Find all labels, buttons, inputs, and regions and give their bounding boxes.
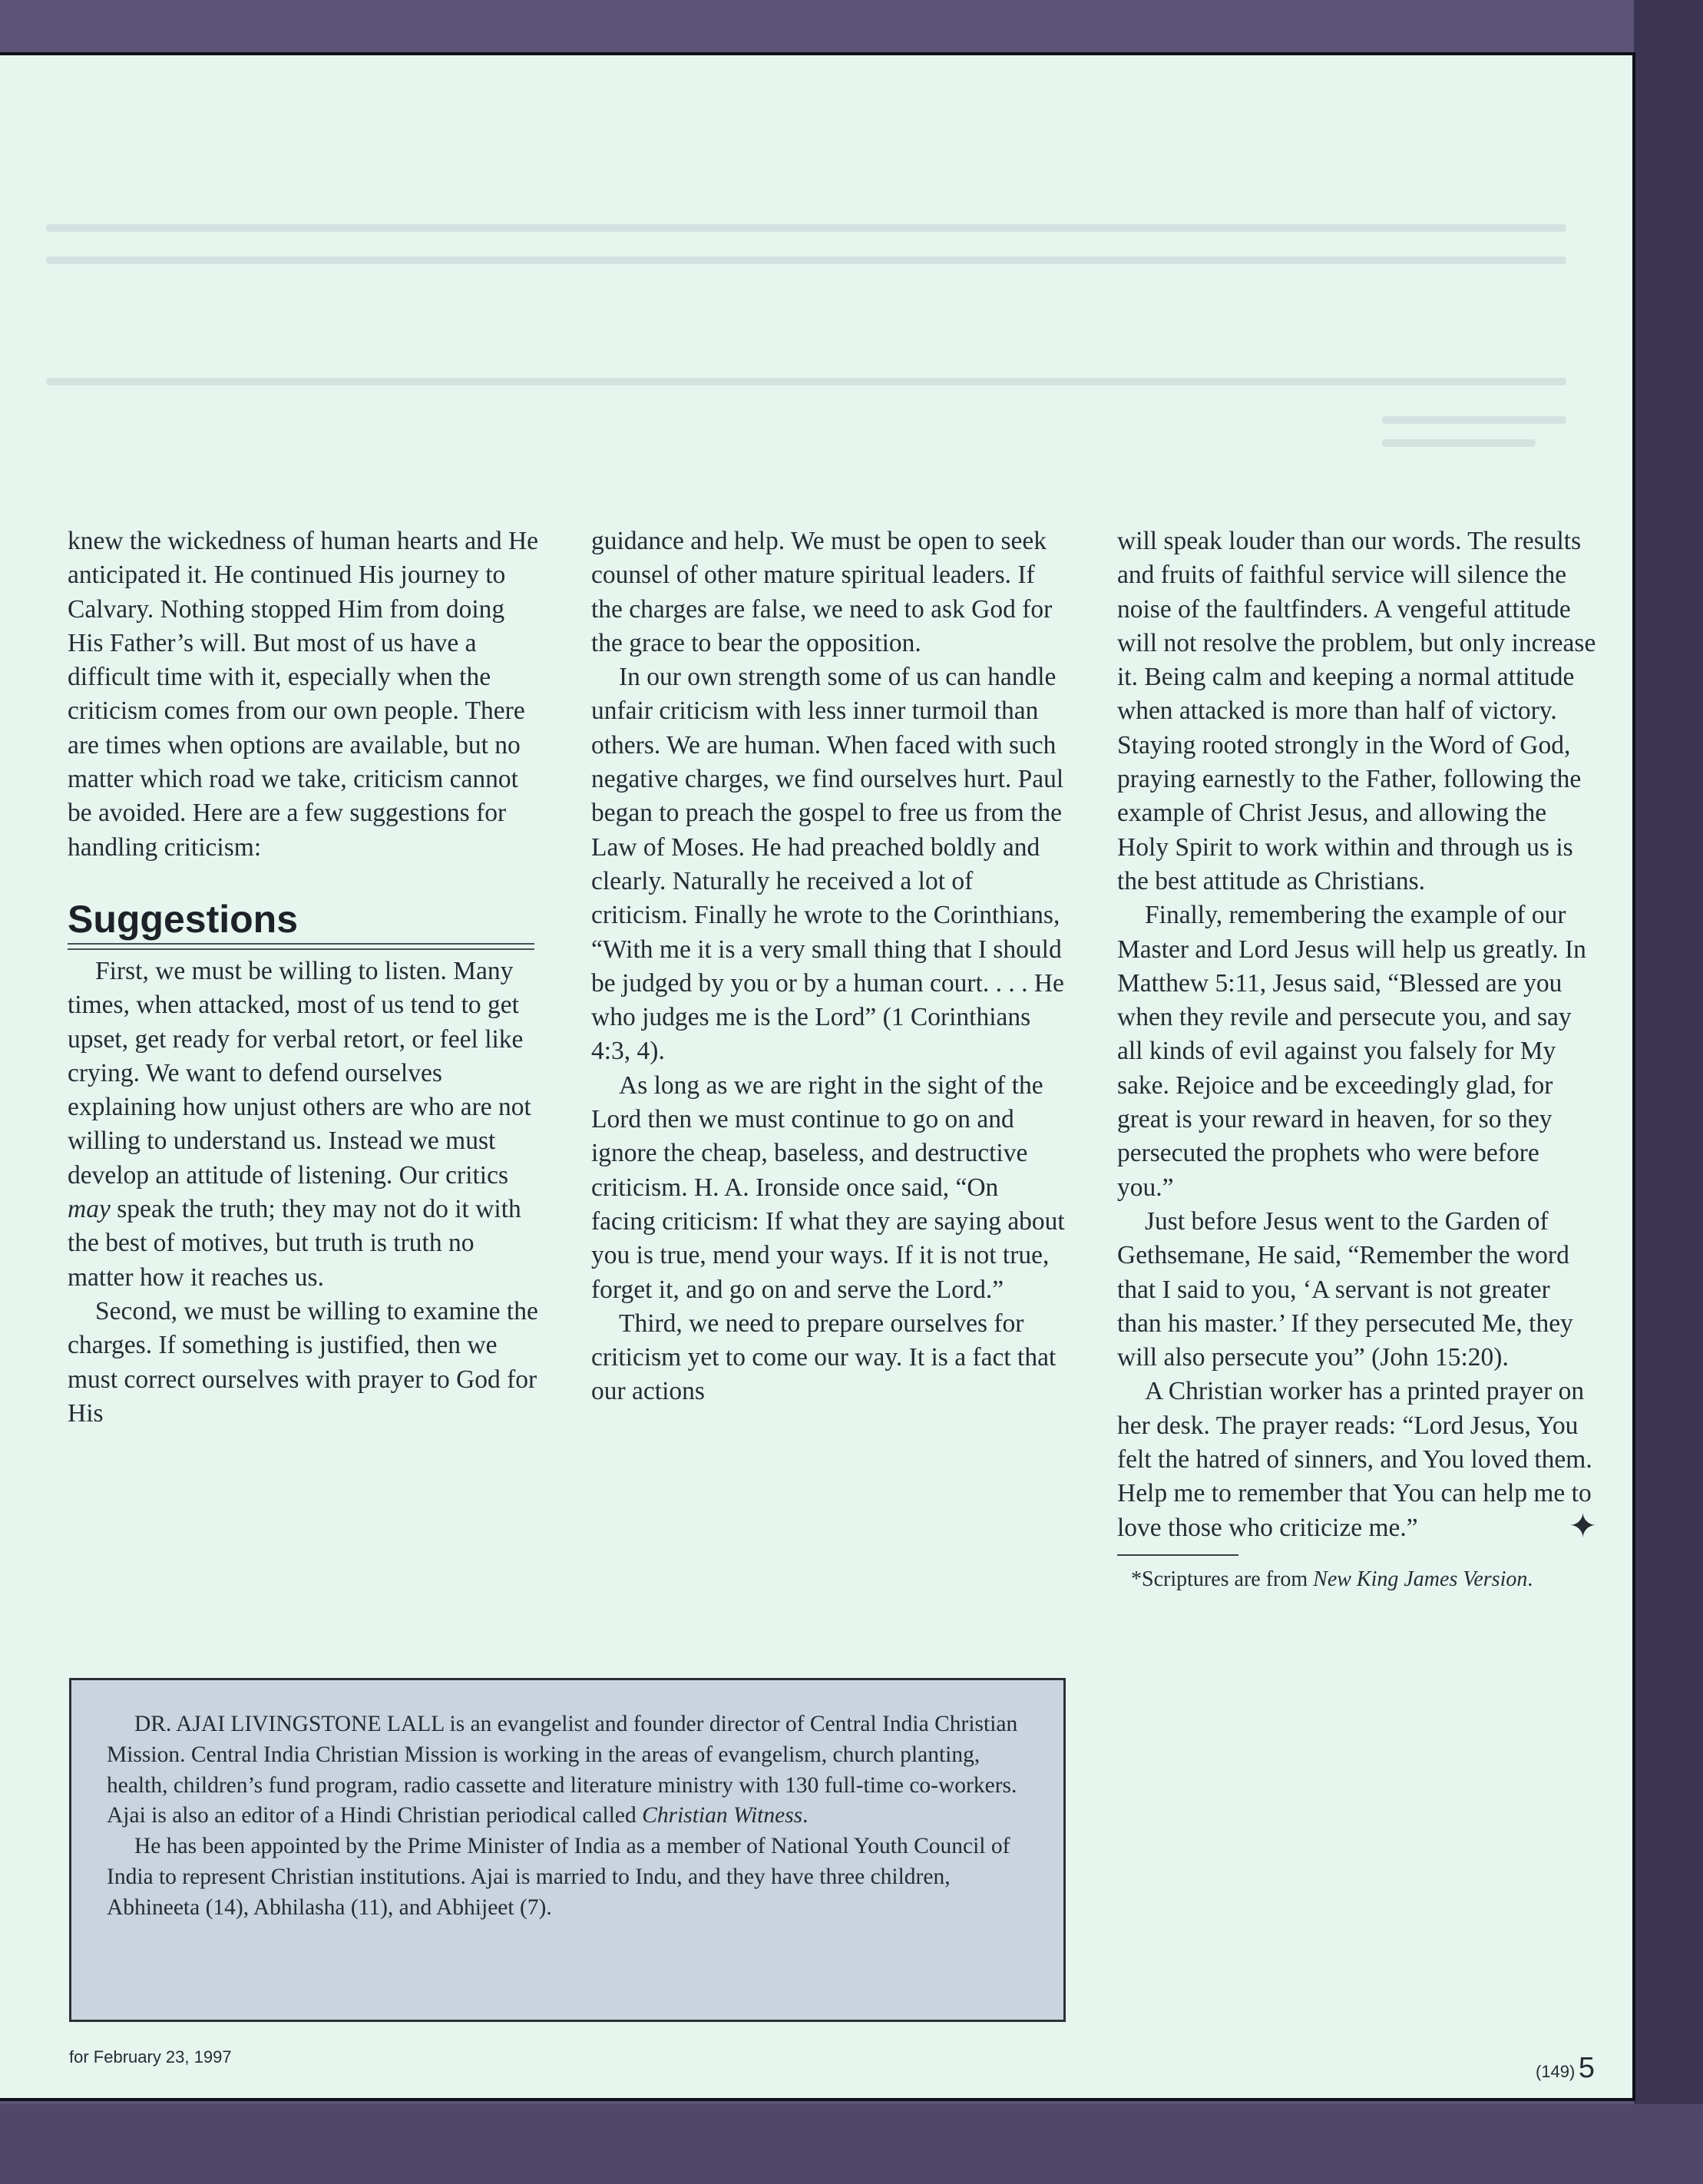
- paragraph: Third, we need to prepare ourselves for criticism yet to come our way. It is a fact that our actions: [591, 1309, 1057, 1406]
- article-column-2: [591, 524, 1067, 1409]
- section-heading: Suggestions: [68, 897, 299, 941]
- issue-date: for February 23, 1997: [69, 2047, 232, 2067]
- article-column-1: [68, 524, 544, 1431]
- paragraph: Second, we must be willing to examine the charges. If something is justified, then we must correct ourselves with prayer to God for His: [68, 1296, 538, 1428]
- heading-rule: [68, 943, 534, 950]
- paragraph: Finally, remembering the example of our Master and Lord Jesus will help us greatly. In Matthew 5:11, Jesus said, “Blessed are you when they revile and persecute you, and say all kinds of evil against you falsely for My sake. Rejoice and be exceedingly glad, for great is your reward in heaven, for so they persecuted the prophets who were before you.”: [1117, 901, 1586, 1202]
- show-through-line: [1382, 416, 1566, 424]
- paragraph: In our own strength some of us can handle unfair criticism with less inner turmoil than others. We are human. When faced with such negative charges, we find ourselves hurt. Paul began to preach the gospel to free us from the Law of Moses. He had preached boldly and clearly. Naturally he received a lot of criticism. Finally he wrote to the Corinthians, “With me it is a very small thing that I should be judged by you or by a human court. . . . He who judges me is the Lord” (1 Corinthians 4:3, 4).: [591, 663, 1064, 1066]
- bio-paragraph: He has been appointed by the Prime Minister of India as a member of National Youth Council of India to represent Christian institutions. Ajai is married to Indu, and they have three children, Abhineeta (14), Abhilasha (11), and Abhijeet (7).: [107, 1834, 1010, 1920]
- paragraph: knew the wickedness of human hearts and He anticipated it. He continued His journey to Calvary. Nothing stopped Him from doing His Father’s will. But most of us have a difficult time with it, especially when the criticism comes from our own people. There are times when options are available, but no matter which road we take, criticism cannot be avoided. Here are a few suggestions for handling criticism:: [68, 527, 539, 862]
- page-folio: [1536, 2052, 1595, 2085]
- page-number: 5: [1578, 2052, 1595, 2084]
- footnote: *Scriptures are from New King James Version.: [1131, 1567, 1533, 1591]
- footnote-rule: [1117, 1554, 1238, 1556]
- show-through-line: [46, 378, 1566, 386]
- paragraph: guidance and help. We must be open to seek counsel of other mature spiritual leaders. If the charges are false, we need to ask God for the grace to bear the opposition.: [591, 527, 1053, 657]
- bio-paragraph: DR. AJAI LIVINGSTONE LALL is an evangelist and founder director of Central India Christian Mission. Central India Christian Mission is working in the areas of evangelism, church planting, health, children’s fund program, radio cassette and literature ministry with 130 full-time co-workers. Ajai is also an editor of a Hindi Christian periodical called Christian Witness.: [107, 1712, 1018, 1828]
- paragraph: will speak louder than our words. The results and fruits of faithful service will silence the noise of the faultfinders. A vengeful attitude will not resolve the problem, but only increase it. Being calm and keeping a normal attitude when attacked is more than half of victory. Staying rooted strongly in the Word of God, praying earnestly to the Father, following the example of Christ Jesus, and allowing the Holy Spirit to work within and through us is the best attitude as Christians.: [1117, 527, 1596, 895]
- scan-edge-bottom: [0, 2104, 1703, 2184]
- show-through-line: [46, 224, 1566, 232]
- end-mark-icon: ✦: [1569, 1507, 1597, 1545]
- article-column-3: [1117, 524, 1597, 1593]
- author-bio-box: [69, 1678, 1066, 2022]
- paragraph: First, we must be willing to listen. Many times, when attacked, most of us tend to get upset, get ready for verbal retort, or feel like crying. We want to defend ourselves explaining how unjust others are who are not willing to understand us. Instead we must develop an attitude of listening. Our critics may speak the truth; they may not do it with the best of motives, but truth is truth no matter how it reaches us.: [68, 956, 531, 1292]
- paragraph: A Christian worker has a printed prayer on her desk. The prayer reads: “Lord Jesus, You felt the hatred of sinners, and You loved them. Help me to remember that You can help me to love those who criticize me.” ✦: [1117, 1377, 1597, 1545]
- scan-edge-right: [1634, 0, 1703, 2184]
- paragraph: As long as we are right in the sight of the Lord then we must continue to go on and ignore the cheap, baseless, and destructive criticism. H. A. Ironside once said, “On facing criticism: If what they are saying about you is true, mend your ways. If it is not true, forget it, and go on and serve the Lord.”: [591, 1070, 1065, 1304]
- page-code: (149): [1536, 2062, 1576, 2081]
- show-through-line: [1382, 439, 1536, 447]
- show-through-line: [46, 256, 1566, 264]
- paragraph: Just before Jesus went to the Garden of Gethsemane, He said, “Remember the word that I said to you, ‘A servant is not greater than his master.’ If they persecuted Me, they will also persecute you” (John 15:20).: [1117, 1206, 1573, 1372]
